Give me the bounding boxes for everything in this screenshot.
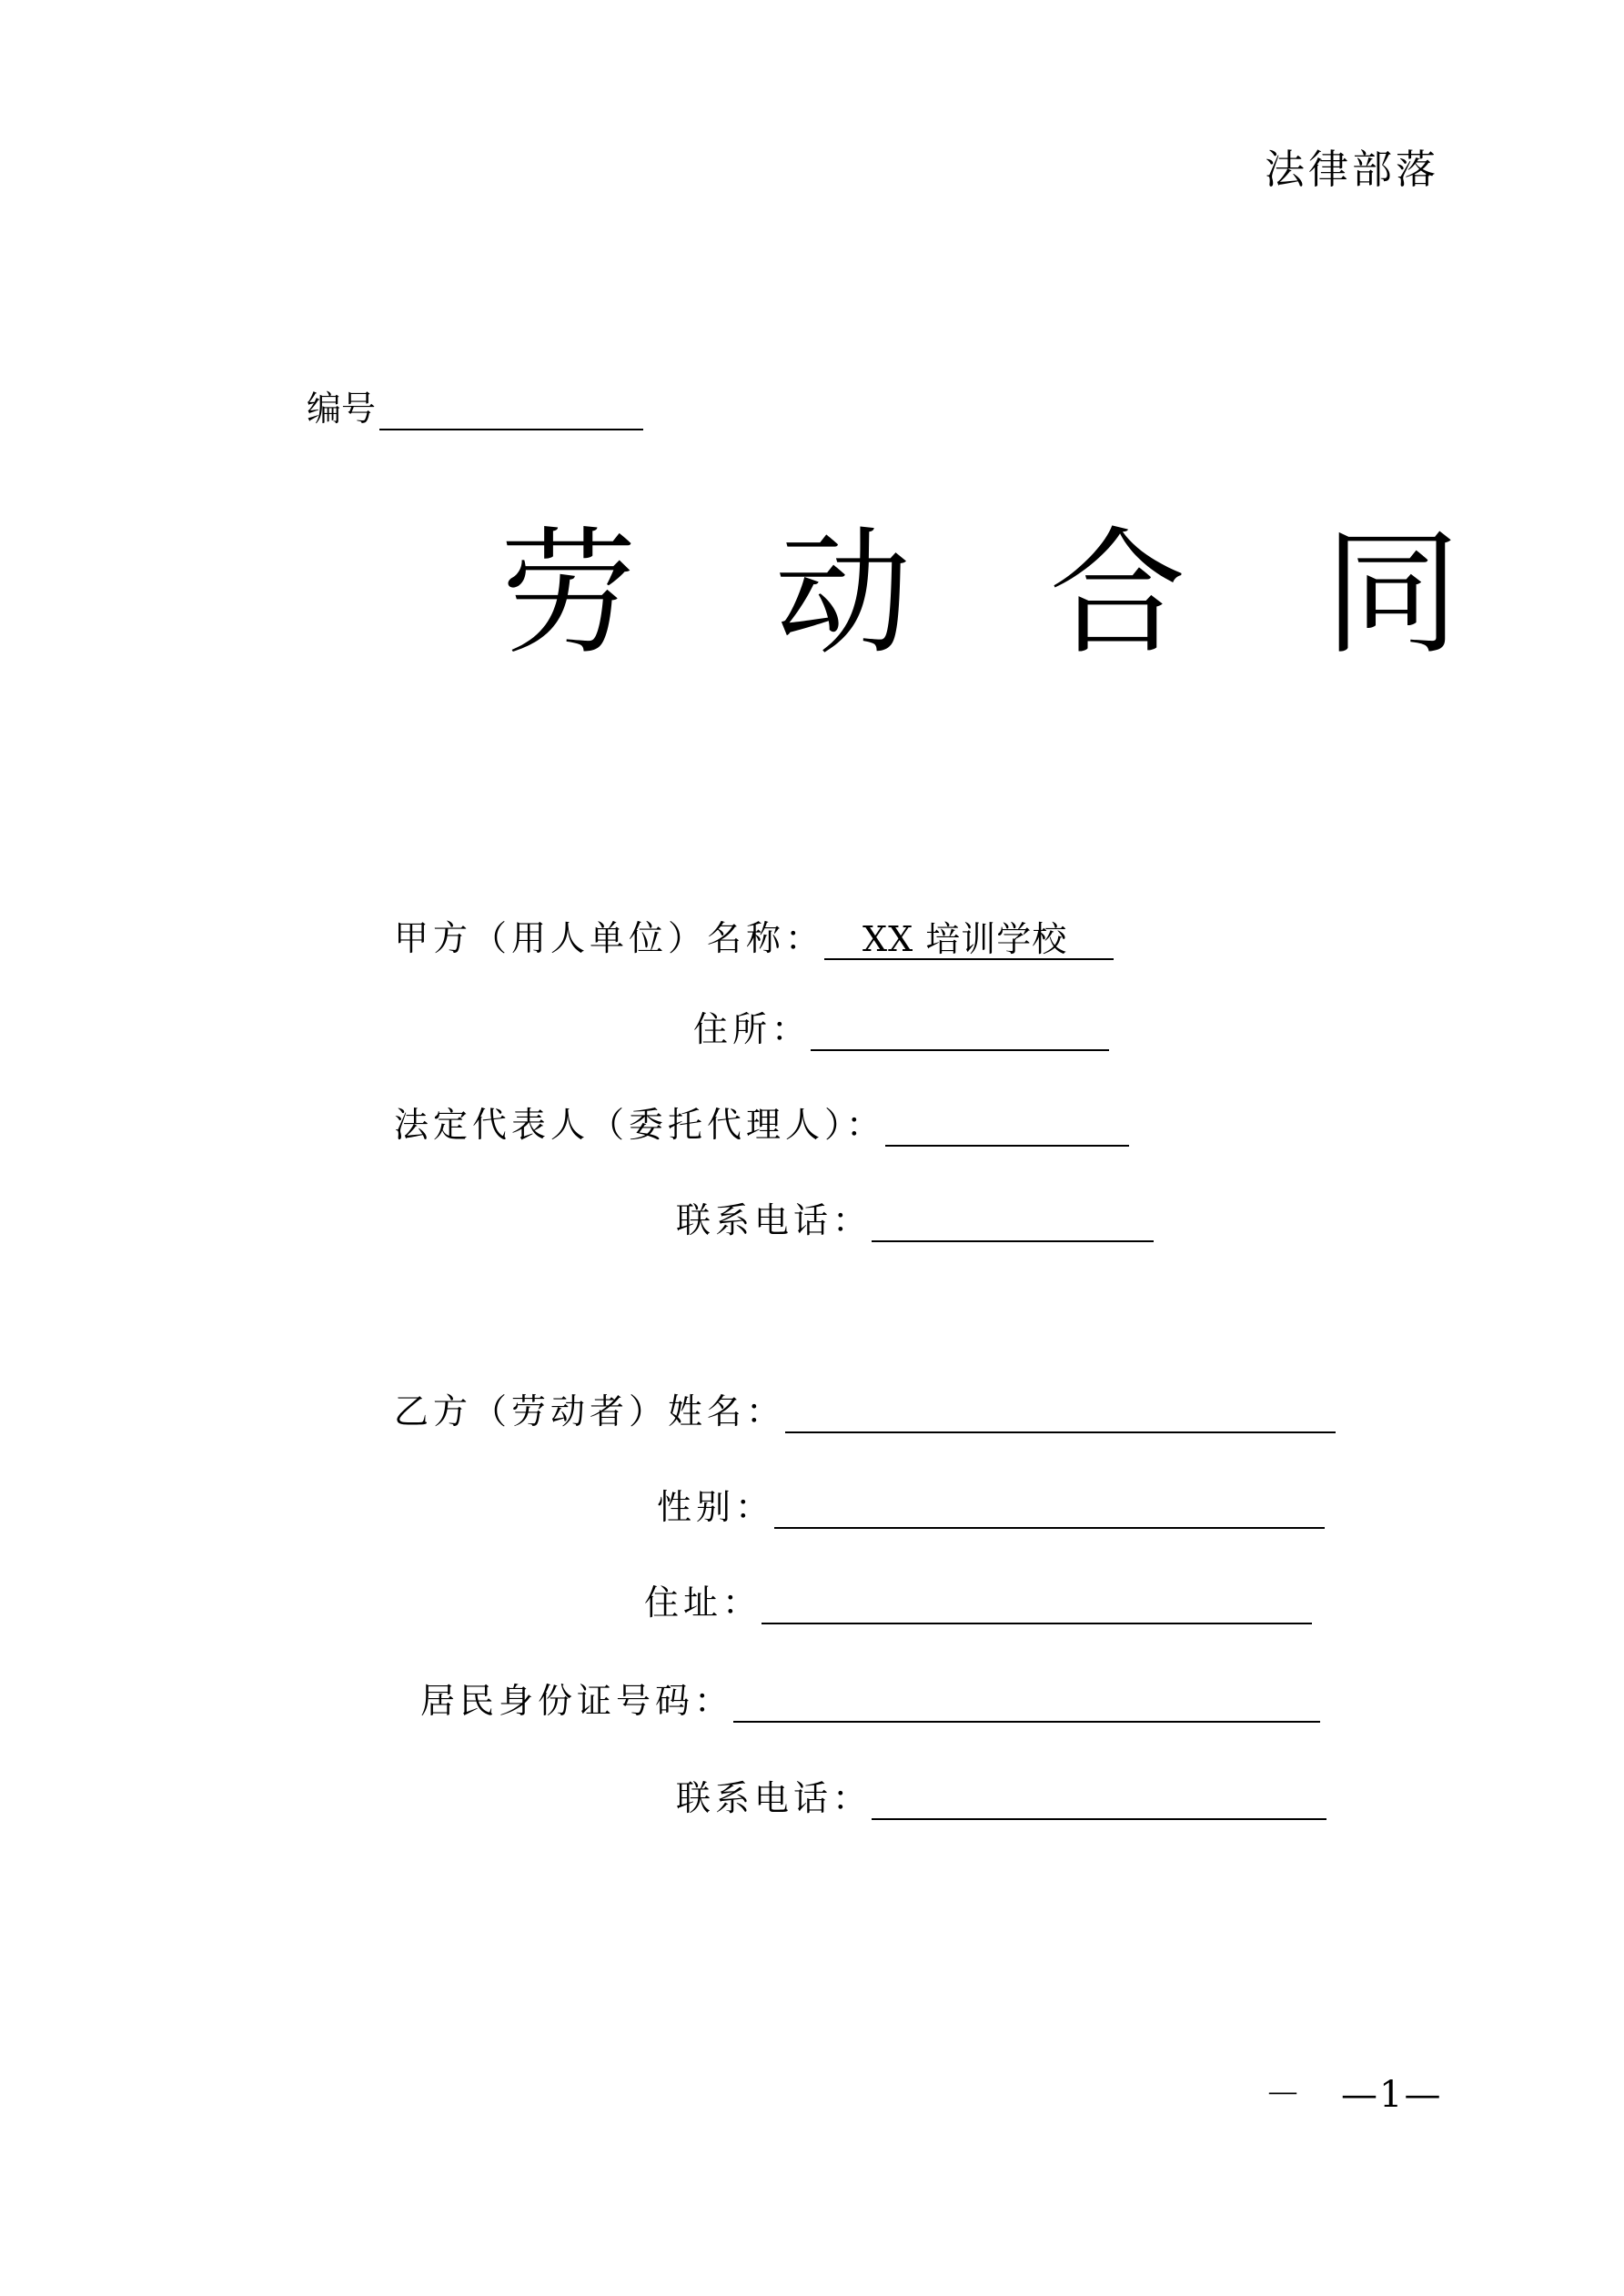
party-a-representative-value[interactable] [885, 1105, 1129, 1147]
party-a-name-value[interactable]: XX 培训学校 [824, 918, 1114, 960]
party-a-address-label: 住所： [693, 1009, 812, 1049]
party-b-name-value[interactable] [785, 1391, 1336, 1433]
party-b-id-number-value[interactable] [733, 1681, 1320, 1723]
party-b-gender-value[interactable] [774, 1487, 1325, 1529]
party-b-address-field [644, 1574, 1312, 1624]
party-a-phone-label: 联系电话： [676, 1200, 873, 1240]
party-b-gender-label: 性别： [657, 1487, 775, 1527]
party-a-representative-field [394, 1097, 1129, 1147]
party-a-phone-value[interactable] [872, 1200, 1154, 1242]
serial-number-label: 编号 [307, 389, 377, 429]
party-a-name-label: 甲方（用人单位）名称： [394, 918, 825, 958]
party-b-phone-value[interactable] [872, 1778, 1326, 1820]
party-b-phone-field [676, 1770, 1326, 1820]
party-a-name-field [394, 910, 1114, 960]
serial-number-blank[interactable] [379, 389, 643, 430]
party-b-name-label: 乙方（劳动者）姓名： [394, 1391, 786, 1431]
page-number: － —1— [1265, 2074, 1443, 2116]
party-b-address-label: 住址： [644, 1583, 762, 1623]
party-a-address-value[interactable] [811, 1009, 1109, 1051]
party-a-phone-field [676, 1192, 1154, 1242]
party-a-address-field [693, 1001, 1109, 1051]
serial-number-row [307, 380, 643, 430]
party-b-name-field [394, 1383, 1336, 1433]
document-header-brand: 法律部落 [1265, 147, 1439, 193]
party-b-phone-label: 联系电话： [676, 1778, 873, 1818]
party-b-gender-field [657, 1479, 1325, 1529]
party-b-id-number-field [420, 1673, 1320, 1723]
document-title: 劳 动 合 同 [500, 515, 1508, 673]
party-b-id-number-label: 居民身份证号码： [420, 1681, 734, 1721]
party-b-address-value[interactable] [762, 1583, 1312, 1624]
party-a-representative-label: 法定代表人（委托代理人）： [394, 1105, 886, 1145]
